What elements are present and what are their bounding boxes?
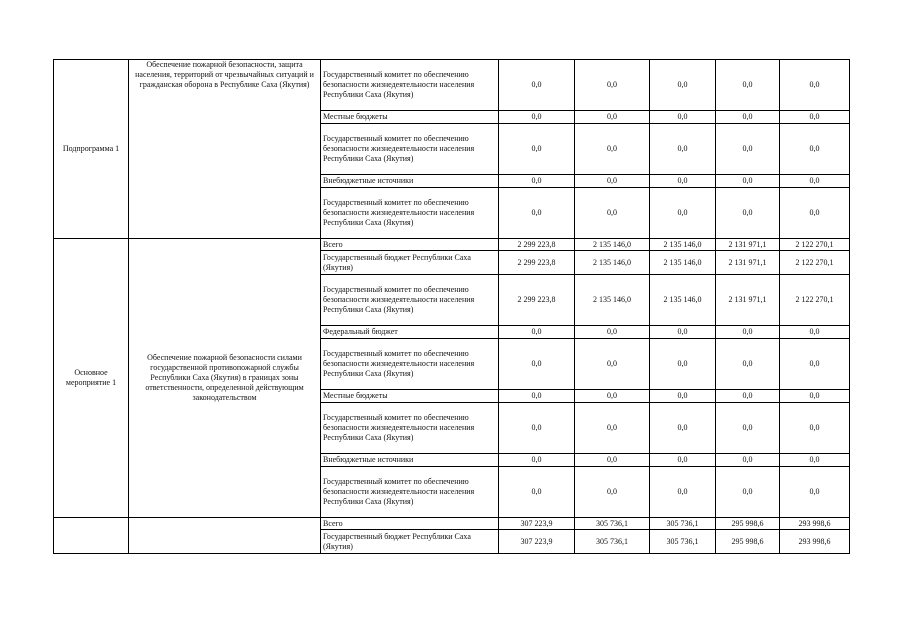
amount-cell: 305 736,1 <box>650 530 716 554</box>
amount-cell: 0,0 <box>780 60 850 111</box>
amount-cell: 0,0 <box>575 111 650 124</box>
amount-cell: 295 998,6 <box>716 530 780 554</box>
amount-cell: 0,0 <box>575 454 650 467</box>
amount-cell: 0,0 <box>575 175 650 188</box>
amount-cell: 305 736,1 <box>575 530 650 554</box>
amount-cell: 0,0 <box>575 390 650 403</box>
section-description <box>129 518 321 554</box>
funding-source-cell: Федеральный бюджет <box>321 326 499 339</box>
funding-source-cell: Местные бюджеты <box>321 390 499 403</box>
funding-source-cell: Всего <box>321 518 499 530</box>
amount-cell: 0,0 <box>650 188 716 239</box>
table-row <box>54 60 850 111</box>
amount-cell: 0,0 <box>499 60 575 111</box>
amount-cell: 0,0 <box>499 403 575 454</box>
amount-cell: 0,0 <box>499 467 575 518</box>
amount-cell: 0,0 <box>650 467 716 518</box>
section-description: Обеспечение пожарной безопасности силами государственной противопожарной службы Республики Саха (Якутия) в границах зоны ответственности, определенной действующим законодательством <box>129 239 321 518</box>
amount-cell: 2 122 270,1 <box>780 275 850 326</box>
amount-cell: 0,0 <box>780 467 850 518</box>
amount-cell: 2 135 146,0 <box>650 239 716 251</box>
amount-cell: 2 135 146,0 <box>575 275 650 326</box>
amount-cell: 0,0 <box>716 60 780 111</box>
amount-cell: 0,0 <box>499 188 575 239</box>
amount-cell: 0,0 <box>650 175 716 188</box>
amount-cell: 0,0 <box>780 124 850 175</box>
amount-cell: 0,0 <box>499 454 575 467</box>
amount-cell: 0,0 <box>575 124 650 175</box>
amount-cell: 2 122 270,1 <box>780 239 850 251</box>
amount-cell: 0,0 <box>716 124 780 175</box>
amount-cell: 0,0 <box>716 390 780 403</box>
amount-cell: 0,0 <box>575 467 650 518</box>
amount-cell: 307 223,9 <box>499 518 575 530</box>
amount-cell: 2 135 146,0 <box>575 251 650 275</box>
funding-source-cell: Государственный комитет по обеспечению безопасности жизнедеятельности населения Республики Саха (Якутия) <box>321 403 499 454</box>
amount-cell: 2 135 146,0 <box>650 251 716 275</box>
amount-cell: 0,0 <box>499 124 575 175</box>
amount-cell: 0,0 <box>780 326 850 339</box>
amount-cell: 293 998,6 <box>780 530 850 554</box>
amount-cell: 2 131 971,1 <box>716 251 780 275</box>
amount-cell: 0,0 <box>716 339 780 390</box>
funding-source-cell: Государственный комитет по обеспечению безопасности жизнедеятельности населения Республики Саха (Якутия) <box>321 275 499 326</box>
section-name: Подпрограмма 1 <box>54 60 129 239</box>
amount-cell: 305 736,1 <box>575 518 650 530</box>
amount-cell: 0,0 <box>716 175 780 188</box>
amount-cell: 0,0 <box>780 403 850 454</box>
amount-cell: 0,0 <box>575 326 650 339</box>
amount-cell: 0,0 <box>650 326 716 339</box>
funding-source-cell: Государственный комитет по обеспечению безопасности жизнедеятельности населения Республики Саха (Якутия) <box>321 188 499 239</box>
section-name: Основное мероприятие 1 <box>54 239 129 518</box>
amount-cell: 307 223,9 <box>499 530 575 554</box>
funding-source-cell: Местные бюджеты <box>321 111 499 124</box>
funding-source-cell: Государственный комитет по обеспечению безопасности жизнедеятельности населения Республики Саха (Якутия) <box>321 339 499 390</box>
amount-cell: 0,0 <box>499 339 575 390</box>
amount-cell: 0,0 <box>716 326 780 339</box>
funding-source-cell: Государственный комитет по обеспечению безопасности жизнедеятельности населения Республики Саха (Якутия) <box>321 467 499 518</box>
funding-source-cell: Государственный комитет по обеспечению безопасности жизнедеятельности населения Республики Саха (Якутия) <box>321 124 499 175</box>
amount-cell: 0,0 <box>650 339 716 390</box>
amount-cell: 0,0 <box>575 188 650 239</box>
amount-cell: 2 299 223,8 <box>499 275 575 326</box>
funding-source-cell: Государственный комитет по обеспечению безопасности жизнедеятельности населения Республики Саха (Якутия) <box>321 60 499 111</box>
funding-source-cell: Внебюджетные источники <box>321 454 499 467</box>
amount-cell: 2 299 223,8 <box>499 251 575 275</box>
amount-cell: 0,0 <box>650 60 716 111</box>
amount-cell: 0,0 <box>499 390 575 403</box>
amount-cell: 2 122 270,1 <box>780 251 850 275</box>
funding-source-cell: Всего <box>321 239 499 251</box>
amount-cell: 2 135 146,0 <box>575 239 650 251</box>
amount-cell: 295 998,6 <box>716 518 780 530</box>
amount-cell: 0,0 <box>716 454 780 467</box>
amount-cell: 0,0 <box>650 403 716 454</box>
table-row <box>54 518 850 530</box>
section-name <box>54 518 129 554</box>
amount-cell: 0,0 <box>716 403 780 454</box>
amount-cell: 0,0 <box>780 188 850 239</box>
amount-cell: 0,0 <box>575 339 650 390</box>
amount-cell: 0,0 <box>716 111 780 124</box>
table-row <box>54 239 850 251</box>
amount-cell: 0,0 <box>650 111 716 124</box>
amount-cell: 0,0 <box>650 390 716 403</box>
budget-table-body <box>54 60 850 554</box>
amount-cell: 2 131 971,1 <box>716 275 780 326</box>
amount-cell: 0,0 <box>780 390 850 403</box>
amount-cell: 0,0 <box>780 175 850 188</box>
amount-cell: 0,0 <box>499 175 575 188</box>
amount-cell: 0,0 <box>716 467 780 518</box>
funding-source-cell: Государственный бюджет Республики Саха (Якутия) <box>321 251 499 275</box>
amount-cell: 2 131 971,1 <box>716 239 780 251</box>
funding-source-cell: Внебюджетные источники <box>321 175 499 188</box>
amount-cell: 2 299 223,8 <box>499 239 575 251</box>
amount-cell: 293 998,6 <box>780 518 850 530</box>
amount-cell: 0,0 <box>575 60 650 111</box>
amount-cell: 0,0 <box>650 454 716 467</box>
amount-cell: 0,0 <box>780 454 850 467</box>
amount-cell: 0,0 <box>780 339 850 390</box>
amount-cell: 0,0 <box>716 188 780 239</box>
amount-cell: 0,0 <box>650 124 716 175</box>
amount-cell: 0,0 <box>575 403 650 454</box>
amount-cell: 2 135 146,0 <box>650 275 716 326</box>
budget-table <box>53 59 850 554</box>
amount-cell: 305 736,1 <box>650 518 716 530</box>
section-description: Обеспечение пожарной безопасности, защита населения, территорий от чрезвычайных ситуаций и гражданская оборона в Республике Саха (Якутия) <box>129 60 321 239</box>
funding-source-cell: Государственный бюджет Республики Саха (Якутия) <box>321 530 499 554</box>
budget-sheet <box>53 59 850 554</box>
amount-cell: 0,0 <box>780 111 850 124</box>
amount-cell: 0,0 <box>499 111 575 124</box>
amount-cell: 0,0 <box>499 326 575 339</box>
